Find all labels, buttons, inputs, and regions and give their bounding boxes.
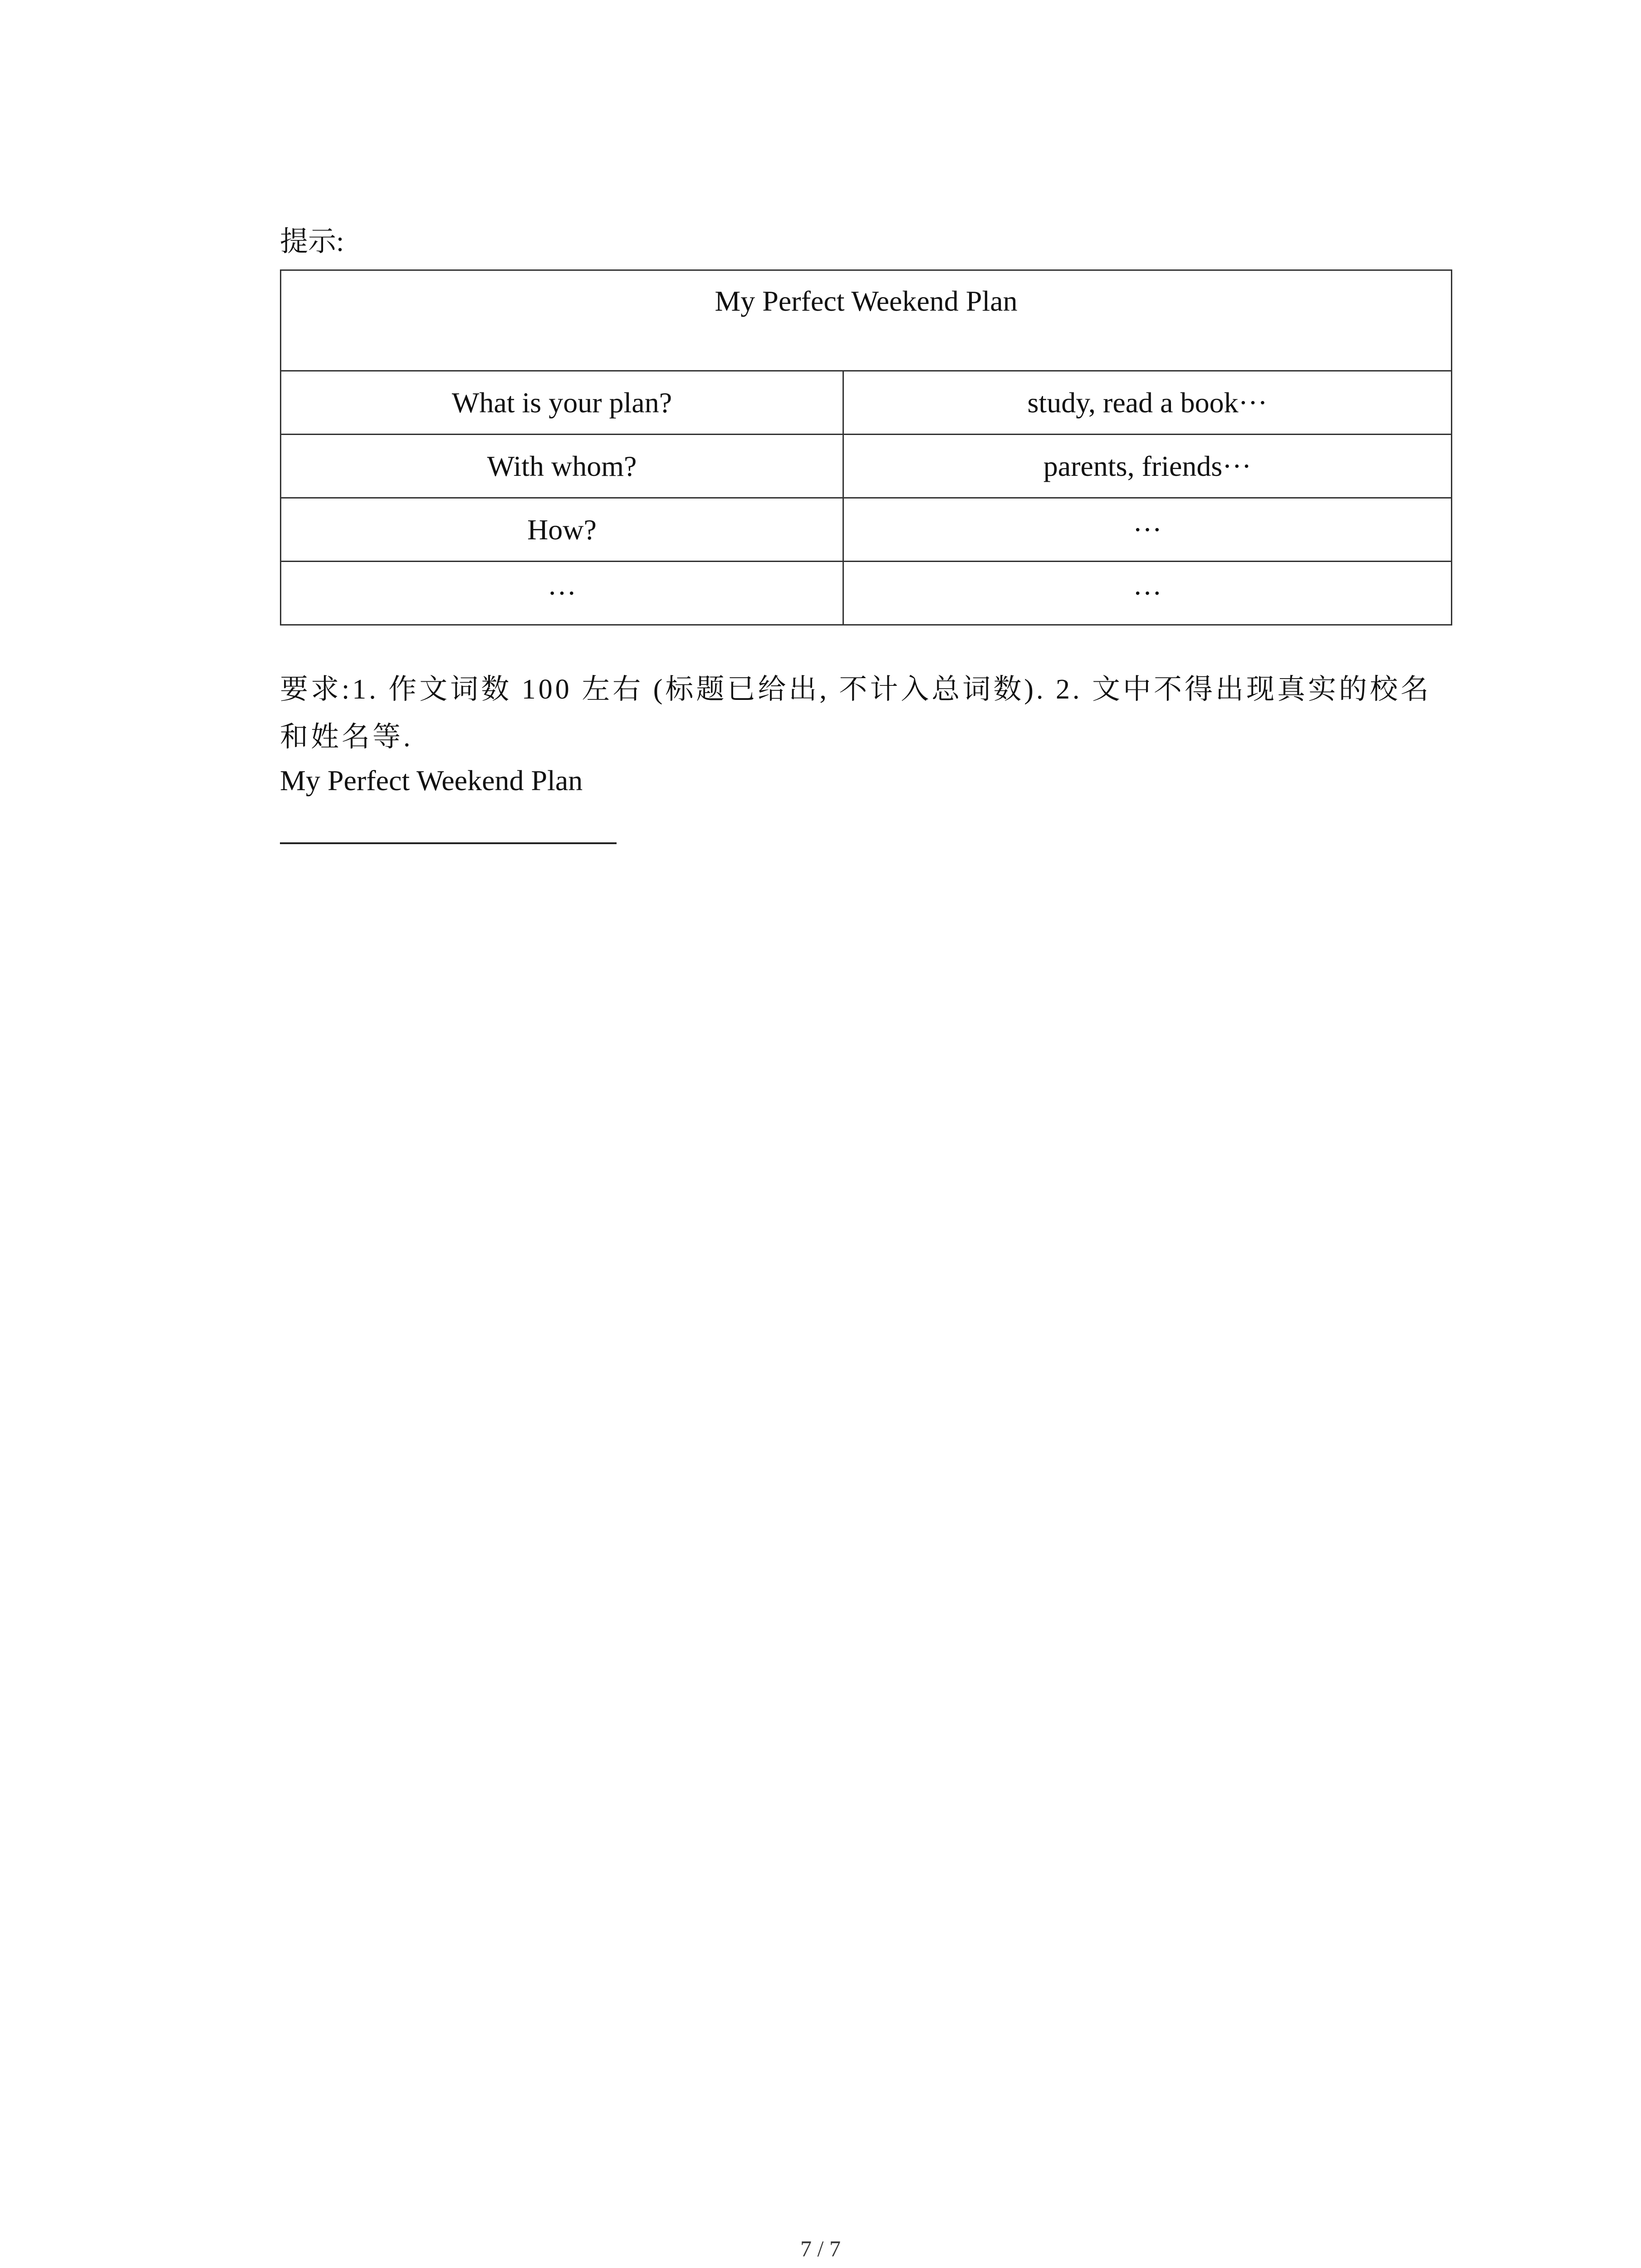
table-row xyxy=(281,562,1452,625)
answer-line[interactable] xyxy=(280,842,617,844)
table-cell-question: ··· xyxy=(281,562,843,625)
table-cell-question: With whom? xyxy=(281,435,843,498)
table-cell-example: ··· xyxy=(843,498,1452,562)
table-title-row xyxy=(281,270,1452,371)
table-cell-example: ··· xyxy=(843,562,1452,625)
table-row xyxy=(281,498,1452,562)
table-title: My Perfect Weekend Plan xyxy=(281,270,1452,371)
table-cell-question: What is your plan? xyxy=(281,371,843,435)
essay-title: My Perfect Weekend Plan xyxy=(280,764,583,797)
table-row xyxy=(281,435,1452,498)
plan-table xyxy=(280,269,1452,626)
page-number: 7 / 7 xyxy=(800,2236,841,2261)
table-row xyxy=(281,371,1452,435)
requirements-text: 要求:1. 作文词数 100 左右 (标题已给出, 不计入总词数). 2. 文中不得出现真实的校名和姓名等. xyxy=(280,674,1432,753)
table-cell-question: How? xyxy=(281,498,843,562)
table-cell-example: study, read a book··· xyxy=(843,371,1452,435)
table-cell-example: parents, friends··· xyxy=(843,435,1452,498)
hint-label: 提示: xyxy=(280,226,344,257)
